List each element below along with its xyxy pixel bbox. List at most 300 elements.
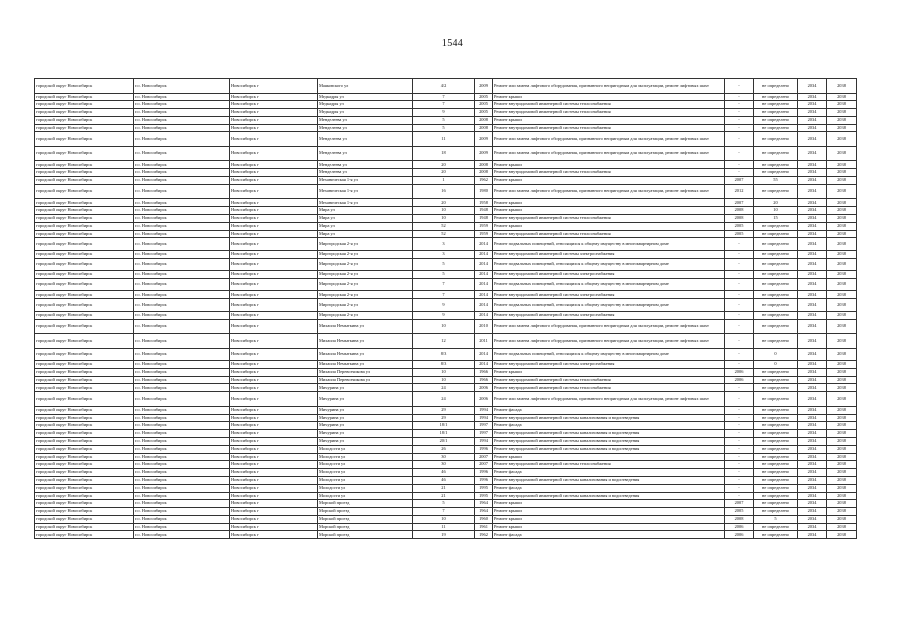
plan-end-cell: 2038 xyxy=(827,476,857,484)
street-cell: Менделеева ул xyxy=(318,146,413,161)
year-cell: 1994 xyxy=(475,414,493,422)
wear-cell: не определено xyxy=(754,319,798,334)
wear-cell: не определено xyxy=(754,445,798,453)
municipality-cell: городской округ Новосибирск xyxy=(35,101,134,109)
plan-start-cell: 2034 xyxy=(798,406,827,414)
work-type-cell: Ремонт внутридомовой инженерной системы теплоснабжения xyxy=(493,461,725,469)
settlement-cell: г.о. Новосибирск xyxy=(134,523,230,531)
street-cell: Мичурина ул xyxy=(318,437,413,445)
street-cell: Молодости ул xyxy=(318,484,413,492)
settlement-cell: г.о. Новосибирск xyxy=(134,508,230,516)
wear-cell: не определено xyxy=(754,523,798,531)
settlement-cell: г.о. Новосибирск xyxy=(134,109,230,117)
work-type-cell: Ремонт или замена лифтового оборудования, признанного непригодным для эксплуатации, ремонт лифтовых шахт xyxy=(493,392,725,407)
settlement-cell: г.о. Новосибирск xyxy=(134,484,230,492)
year-cell: 2009 xyxy=(475,79,493,94)
house-number-cell: 7 xyxy=(413,101,475,109)
work-type-cell: Ремонт крыши xyxy=(493,453,725,461)
locality-cell: Новосибирск г xyxy=(230,445,318,453)
wear-cell: не определено xyxy=(754,222,798,230)
municipality-cell: городской округ Новосибирск xyxy=(35,476,134,484)
last-repair-year-cell: - xyxy=(725,492,754,500)
plan-start-cell: 2034 xyxy=(798,222,827,230)
work-type-cell: Ремонт крыши xyxy=(493,222,725,230)
street-cell: Морской проезд xyxy=(318,508,413,516)
locality-cell: Новосибирск г xyxy=(230,177,318,185)
last-repair-year-cell: - xyxy=(725,392,754,407)
plan-start-cell: 2034 xyxy=(798,124,827,132)
house-number-cell: 5 xyxy=(413,500,475,508)
plan-start-cell: 2034 xyxy=(798,445,827,453)
wear-cell: не определено xyxy=(754,368,798,376)
street-cell: Михаила Перевозчикова ул xyxy=(318,376,413,384)
locality-cell: Новосибирск г xyxy=(230,376,318,384)
last-repair-year-cell: - xyxy=(725,116,754,124)
street-cell: Михаила Немыткина ул xyxy=(318,348,413,361)
plan-start-cell: 2034 xyxy=(798,79,827,94)
last-repair-year-cell: 2008 xyxy=(725,214,754,222)
locality-cell: Новосибирск г xyxy=(230,124,318,132)
locality-cell: Новосибирск г xyxy=(230,453,318,461)
municipality-cell: городской округ Новосибирск xyxy=(35,437,134,445)
house-number-cell: 29 xyxy=(413,414,475,422)
wear-cell: не определено xyxy=(754,169,798,177)
table-row xyxy=(35,199,857,207)
street-cell: Мичурина ул xyxy=(318,392,413,407)
plan-start-cell: 2034 xyxy=(798,238,827,251)
plan-end-cell: 2038 xyxy=(827,93,857,101)
last-repair-year-cell: - xyxy=(725,299,754,312)
street-cell: Менделеева ул xyxy=(318,161,413,169)
locality-cell: Новосибирск г xyxy=(230,79,318,94)
work-type-cell: Ремонт внутридомовой инженерной системы электроснабжения xyxy=(493,291,725,299)
wear-cell: не определено xyxy=(754,250,798,258)
locality-cell: Новосибирск г xyxy=(230,469,318,477)
house-number-cell: 24 xyxy=(413,384,475,392)
municipality-cell: городской округ Новосибирск xyxy=(35,278,134,291)
plan-start-cell: 2034 xyxy=(798,469,827,477)
work-type-cell: Ремонт внутридомовой инженерной системы теплоснабжения xyxy=(493,101,725,109)
street-cell: Михаила Немыткина ул xyxy=(318,334,413,349)
last-repair-year-cell: - xyxy=(725,250,754,258)
street-cell: Мичурина ул xyxy=(318,422,413,430)
settlement-cell: г.о. Новосибирск xyxy=(134,184,230,199)
last-repair-year-cell: 2007 xyxy=(725,500,754,508)
settlement-cell: г.о. Новосибирск xyxy=(134,531,230,539)
last-repair-year-cell: - xyxy=(725,311,754,319)
plan-end-cell: 2038 xyxy=(827,453,857,461)
settlement-cell: г.о. Новосибирск xyxy=(134,461,230,469)
wear-cell: не определено xyxy=(754,492,798,500)
plan-start-cell: 2034 xyxy=(798,453,827,461)
locality-cell: Новосибирск г xyxy=(230,207,318,215)
settlement-cell: г.о. Новосибирск xyxy=(134,93,230,101)
street-cell: Молодости ул xyxy=(318,453,413,461)
street-cell: Морской проезд xyxy=(318,523,413,531)
plan-end-cell: 2038 xyxy=(827,101,857,109)
locality-cell: Новосибирск г xyxy=(230,271,318,279)
wear-cell: не определено xyxy=(754,453,798,461)
year-cell: 2008 xyxy=(475,169,493,177)
settlement-cell: г.о. Новосибирск xyxy=(134,299,230,312)
table-row xyxy=(35,445,857,453)
work-type-cell: Ремонт внутридомовой инженерной системы электроснабжения xyxy=(493,311,725,319)
settlement-cell: г.о. Новосибирск xyxy=(134,348,230,361)
house-number-cell: 5 xyxy=(413,116,475,124)
last-repair-year-cell: 2006 xyxy=(725,368,754,376)
house-number-cell: 10 xyxy=(413,319,475,334)
locality-cell: Новосибирск г xyxy=(230,109,318,117)
street-cell: Менделеева ул xyxy=(318,132,413,147)
street-cell: Морской проезд xyxy=(318,515,413,523)
municipality-cell: городской округ Новосибирск xyxy=(35,132,134,147)
plan-start-cell: 2034 xyxy=(798,146,827,161)
locality-cell: Новосибирск г xyxy=(230,492,318,500)
year-cell: 2007 xyxy=(475,461,493,469)
wear-cell: 0 xyxy=(754,361,798,369)
settlement-cell: г.о. Новосибирск xyxy=(134,500,230,508)
work-type-cell: Ремонт крыши xyxy=(493,500,725,508)
municipality-cell: городской округ Новосибирск xyxy=(35,414,134,422)
settlement-cell: г.о. Новосибирск xyxy=(134,258,230,271)
wear-cell: не определено xyxy=(754,238,798,251)
last-repair-year-cell: - xyxy=(725,132,754,147)
table-row xyxy=(35,508,857,516)
house-number-cell: 7 xyxy=(413,508,475,516)
wear-cell: не определено xyxy=(754,461,798,469)
house-number-cell: 5 xyxy=(413,258,475,271)
street-cell: Михаила Немыткина ул xyxy=(318,319,413,334)
plan-end-cell: 2038 xyxy=(827,311,857,319)
house-number-cell: 11 xyxy=(413,523,475,531)
plan-start-cell: 2034 xyxy=(798,492,827,500)
work-type-cell: Ремонт крыши xyxy=(493,199,725,207)
plan-start-cell: 2034 xyxy=(798,461,827,469)
plan-end-cell: 2038 xyxy=(827,230,857,238)
plan-start-cell: 2034 xyxy=(798,291,827,299)
last-repair-year-cell: - xyxy=(725,278,754,291)
table-row xyxy=(35,334,857,349)
plan-start-cell: 2034 xyxy=(798,132,827,147)
street-cell: Миргородская 2-я ул xyxy=(318,258,413,271)
plan-start-cell: 2034 xyxy=(798,392,827,407)
locality-cell: Новосибирск г xyxy=(230,500,318,508)
plan-start-cell: 2034 xyxy=(798,101,827,109)
table-row xyxy=(35,230,857,238)
year-cell: 1964 xyxy=(475,500,493,508)
house-number-cell: 7 xyxy=(413,278,475,291)
last-repair-year-cell: - xyxy=(725,422,754,430)
year-cell: 1994 xyxy=(475,406,493,414)
year-cell: 2009 xyxy=(475,146,493,161)
table-row xyxy=(35,430,857,438)
wear-cell: не определено xyxy=(754,101,798,109)
work-type-cell: Ремонт фасада xyxy=(493,484,725,492)
plan-start-cell: 2034 xyxy=(798,177,827,185)
house-number-cell: 52 xyxy=(413,230,475,238)
street-cell: Миргородская 2-я ул xyxy=(318,278,413,291)
table-row xyxy=(35,469,857,477)
table-row xyxy=(35,222,857,230)
plan-start-cell: 2034 xyxy=(798,230,827,238)
street-cell: Механическая 1-я ул xyxy=(318,199,413,207)
table-row xyxy=(35,116,857,124)
year-cell: 2014 xyxy=(475,299,493,312)
plan-end-cell: 2038 xyxy=(827,384,857,392)
house-number-cell: 8/3 xyxy=(413,361,475,369)
table-row xyxy=(35,132,857,147)
municipality-cell: городской округ Новосибирск xyxy=(35,222,134,230)
house-number-cell: 52 xyxy=(413,222,475,230)
year-cell: 1948 xyxy=(475,207,493,215)
plan-end-cell: 2038 xyxy=(827,484,857,492)
plan-start-cell: 2034 xyxy=(798,531,827,539)
municipality-cell: городской округ Новосибирск xyxy=(35,319,134,334)
plan-end-cell: 2038 xyxy=(827,79,857,94)
street-cell: Молодости ул xyxy=(318,492,413,500)
work-type-cell: Ремонт внутридомовой инженерной системы теплоснабжения xyxy=(493,376,725,384)
locality-cell: Новосибирск г xyxy=(230,222,318,230)
locality-cell: Новосибирск г xyxy=(230,238,318,251)
street-cell: Менделеева ул xyxy=(318,169,413,177)
work-type-cell: Ремонт внутридомовой инженерной системы канализования и водоотведения xyxy=(493,430,725,438)
work-type-cell: Ремонт или замена лифтового оборудования, признанного непригодным для эксплуатации, ремонт лифтовых шахт xyxy=(493,184,725,199)
house-number-cell: 18/1 xyxy=(413,422,475,430)
plan-end-cell: 2038 xyxy=(827,523,857,531)
table-row xyxy=(35,109,857,117)
last-repair-year-cell: - xyxy=(725,437,754,445)
wear-cell: не определено xyxy=(754,278,798,291)
plan-end-cell: 2038 xyxy=(827,238,857,251)
street-cell: Молодости ул xyxy=(318,476,413,484)
work-type-cell: Ремонт крыши xyxy=(493,161,725,169)
work-type-cell: Ремонт внутридомовой инженерной системы канализования и водоотведения xyxy=(493,437,725,445)
house-number-cell: 7 xyxy=(413,291,475,299)
wear-cell: не определено xyxy=(754,258,798,271)
last-repair-year-cell: - xyxy=(725,430,754,438)
wear-cell: не определено xyxy=(754,299,798,312)
locality-cell: Новосибирск г xyxy=(230,414,318,422)
settlement-cell: г.о. Новосибирск xyxy=(134,430,230,438)
table-row xyxy=(35,214,857,222)
work-type-cell: Ремонт фасада xyxy=(493,406,725,414)
last-repair-year-cell: 2008 xyxy=(725,515,754,523)
table-row xyxy=(35,500,857,508)
table-row xyxy=(35,271,857,279)
municipality-cell: городской округ Новосибирск xyxy=(35,384,134,392)
year-cell: 2005 xyxy=(475,101,493,109)
table-row xyxy=(35,461,857,469)
year-cell: 2011 xyxy=(475,334,493,349)
year-cell: 1962 xyxy=(475,177,493,185)
year-cell: 1996 xyxy=(475,469,493,477)
work-type-cell: Ремонт подвальных помещений, относящихся к общему имуществу в многоквартирном доме xyxy=(493,299,725,312)
year-cell: 2010 xyxy=(475,319,493,334)
locality-cell: Новосибирск г xyxy=(230,146,318,161)
year-cell: 1962 xyxy=(475,531,493,539)
last-repair-year-cell: - xyxy=(725,291,754,299)
year-cell: 2008 xyxy=(475,161,493,169)
wear-cell: не определено xyxy=(754,437,798,445)
street-cell: Миргородская 2-я ул xyxy=(318,250,413,258)
plan-end-cell: 2038 xyxy=(827,214,857,222)
settlement-cell: г.о. Новосибирск xyxy=(134,230,230,238)
work-type-cell: Ремонт или замена лифтового оборудования, признанного непригодным для эксплуатации, ремонт лифтовых шахт xyxy=(493,79,725,94)
locality-cell: Новосибирск г xyxy=(230,348,318,361)
municipality-cell: городской округ Новосибирск xyxy=(35,430,134,438)
wear-cell: не определено xyxy=(754,392,798,407)
last-repair-year-cell: - xyxy=(725,414,754,422)
house-number-cell: 20 xyxy=(413,169,475,177)
wear-cell: не определено xyxy=(754,422,798,430)
wear-cell: 0 xyxy=(754,348,798,361)
year-cell: 2014 xyxy=(475,238,493,251)
settlement-cell: г.о. Новосибирск xyxy=(134,199,230,207)
settlement-cell: г.о. Новосибирск xyxy=(134,79,230,94)
plan-start-cell: 2034 xyxy=(798,109,827,117)
plan-start-cell: 2034 xyxy=(798,361,827,369)
plan-end-cell: 2038 xyxy=(827,116,857,124)
plan-end-cell: 2038 xyxy=(827,291,857,299)
table-row xyxy=(35,368,857,376)
table-row xyxy=(35,361,857,369)
municipality-cell: городской округ Новосибирск xyxy=(35,492,134,500)
house-number-cell: 46 xyxy=(413,476,475,484)
year-cell: 2014 xyxy=(475,361,493,369)
municipality-cell: городской округ Новосибирск xyxy=(35,238,134,251)
plan-end-cell: 2038 xyxy=(827,445,857,453)
house-number-cell: 4/2 xyxy=(413,79,475,94)
last-repair-year-cell: 2005 xyxy=(725,230,754,238)
wear-cell: не определено xyxy=(754,132,798,147)
plan-end-cell: 2038 xyxy=(827,531,857,539)
house-number-cell: 5 xyxy=(413,271,475,279)
last-repair-year-cell: - xyxy=(725,101,754,109)
year-cell: 1960 xyxy=(475,515,493,523)
capital-repair-table xyxy=(34,78,857,539)
year-cell: 2014 xyxy=(475,271,493,279)
street-cell: Михаила Перевозчикова ул xyxy=(318,368,413,376)
table-row xyxy=(35,278,857,291)
year-cell: 2005 xyxy=(475,93,493,101)
plan-start-cell: 2034 xyxy=(798,214,827,222)
year-cell: 2006 xyxy=(475,392,493,407)
locality-cell: Новосибирск г xyxy=(230,422,318,430)
wear-cell: 5 xyxy=(754,515,798,523)
municipality-cell: городской округ Новосибирск xyxy=(35,177,134,185)
locality-cell: Новосибирск г xyxy=(230,437,318,445)
locality-cell: Новосибирск г xyxy=(230,361,318,369)
plan-start-cell: 2034 xyxy=(798,414,827,422)
plan-end-cell: 2038 xyxy=(827,469,857,477)
locality-cell: Новосибирск г xyxy=(230,214,318,222)
year-cell: 2008 xyxy=(475,116,493,124)
plan-start-cell: 2034 xyxy=(798,422,827,430)
municipality-cell: городской округ Новосибирск xyxy=(35,508,134,516)
year-cell: 1996 xyxy=(475,476,493,484)
table-row xyxy=(35,422,857,430)
year-cell: 2005 xyxy=(475,109,493,117)
house-number-cell: 3 xyxy=(413,250,475,258)
wear-cell: не определено xyxy=(754,508,798,516)
work-type-cell: Ремонт внутридомовой инженерной системы канализования и водоотведения xyxy=(493,476,725,484)
locality-cell: Новосибирск г xyxy=(230,531,318,539)
wear-cell: не определено xyxy=(754,124,798,132)
last-repair-year-cell: - xyxy=(725,258,754,271)
year-cell: 1980 xyxy=(475,184,493,199)
plan-start-cell: 2034 xyxy=(798,376,827,384)
last-repair-year-cell: - xyxy=(725,348,754,361)
year-cell: 1961 xyxy=(475,523,493,531)
wear-cell: не определено xyxy=(754,93,798,101)
plan-start-cell: 2034 xyxy=(798,161,827,169)
house-number-cell: 46 xyxy=(413,469,475,477)
settlement-cell: г.о. Новосибирск xyxy=(134,492,230,500)
work-type-cell: Ремонт внутридомовой инженерной системы теплоснабжения xyxy=(493,214,725,222)
municipality-cell: городской округ Новосибирск xyxy=(35,469,134,477)
last-repair-year-cell: - xyxy=(725,109,754,117)
settlement-cell: г.о. Новосибирск xyxy=(134,124,230,132)
plan-end-cell: 2038 xyxy=(827,414,857,422)
work-type-cell: Ремонт внутридомовой инженерной системы канализования и водоотведения xyxy=(493,492,725,500)
municipality-cell: городской округ Новосибирск xyxy=(35,271,134,279)
municipality-cell: городской округ Новосибирск xyxy=(35,361,134,369)
plan-start-cell: 2034 xyxy=(798,437,827,445)
year-cell: 1997 xyxy=(475,422,493,430)
settlement-cell: г.о. Новосибирск xyxy=(134,368,230,376)
locality-cell: Новосибирск г xyxy=(230,311,318,319)
plan-end-cell: 2038 xyxy=(827,461,857,469)
work-type-cell: Ремонт крыши xyxy=(493,508,725,516)
table-row xyxy=(35,392,857,407)
house-number-cell: 19 xyxy=(413,531,475,539)
locality-cell: Новосибирск г xyxy=(230,169,318,177)
locality-cell: Новосибирск г xyxy=(230,199,318,207)
settlement-cell: г.о. Новосибирск xyxy=(134,132,230,147)
house-number-cell: 10 xyxy=(413,214,475,222)
last-repair-year-cell: 2006 xyxy=(725,531,754,539)
settlement-cell: г.о. Новосибирск xyxy=(134,311,230,319)
year-cell: 1966 xyxy=(475,376,493,384)
house-number-cell: 7 xyxy=(413,93,475,101)
plan-end-cell: 2038 xyxy=(827,368,857,376)
plan-start-cell: 2034 xyxy=(798,523,827,531)
wear-cell: не определено xyxy=(754,500,798,508)
wear-cell: не определено xyxy=(754,291,798,299)
street-cell: Молодости ул xyxy=(318,445,413,453)
settlement-cell: г.о. Новосибирск xyxy=(134,469,230,477)
last-repair-year-cell: 2008 xyxy=(725,207,754,215)
house-number-cell: 24 xyxy=(413,392,475,407)
street-cell: Менделеева ул xyxy=(318,124,413,132)
street-cell: Морской проезд xyxy=(318,500,413,508)
wear-cell: не определено xyxy=(754,384,798,392)
municipality-cell: городской округ Новосибирск xyxy=(35,124,134,132)
municipality-cell: городской округ Новосибирск xyxy=(35,214,134,222)
street-cell: Мичурина ул xyxy=(318,430,413,438)
table-row xyxy=(35,161,857,169)
last-repair-year-cell: - xyxy=(725,484,754,492)
municipality-cell: городской округ Новосибирск xyxy=(35,376,134,384)
street-cell: Мира ул xyxy=(318,230,413,238)
plan-start-cell: 2034 xyxy=(798,311,827,319)
wear-cell: не определено xyxy=(754,406,798,414)
settlement-cell: г.о. Новосибирск xyxy=(134,214,230,222)
plan-end-cell: 2038 xyxy=(827,376,857,384)
plan-start-cell: 2034 xyxy=(798,368,827,376)
locality-cell: Новосибирск г xyxy=(230,484,318,492)
locality-cell: Новосибирск г xyxy=(230,101,318,109)
